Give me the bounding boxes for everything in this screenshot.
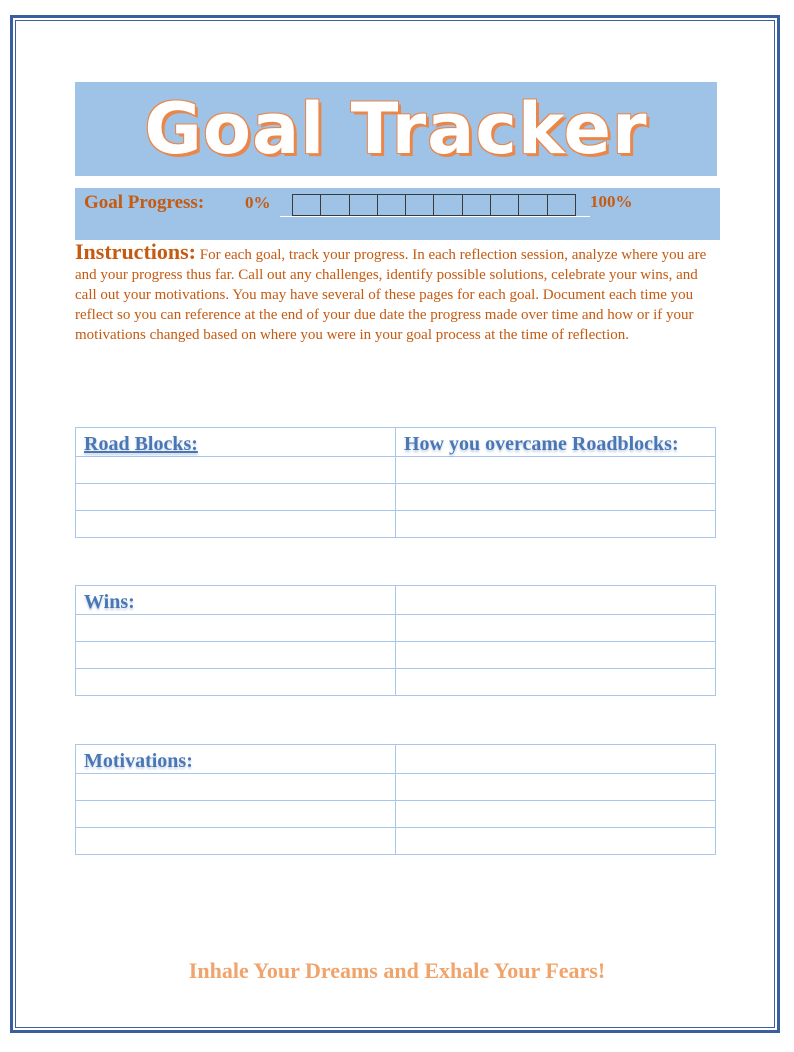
motivations-table	[75, 744, 716, 855]
wins-table	[75, 585, 716, 696]
page-title: Goal Tracker	[144, 88, 648, 170]
progress-underline	[280, 216, 590, 217]
wins-heading: Wins:	[84, 591, 135, 613]
roadblocks-heading: Road Blocks:	[84, 433, 198, 455]
table-cell[interactable]	[76, 484, 396, 511]
progress-end-label: 100%	[590, 192, 633, 211]
table-cell[interactable]	[396, 511, 716, 538]
progress-segment[interactable]	[548, 195, 575, 215]
overcame-header-cell	[396, 428, 716, 457]
table-cell[interactable]	[76, 642, 396, 669]
table-cell[interactable]	[76, 801, 396, 828]
table-cell[interactable]	[396, 615, 716, 642]
progress-segment[interactable]	[321, 195, 349, 215]
table-cell[interactable]	[396, 586, 716, 615]
progress-segment[interactable]	[293, 195, 321, 215]
table-cell[interactable]	[76, 511, 396, 538]
table-cell[interactable]	[76, 457, 396, 484]
roadblocks-header-cell	[76, 428, 396, 457]
table-cell[interactable]	[76, 774, 396, 801]
table-cell[interactable]	[396, 669, 716, 696]
table-cell[interactable]	[396, 801, 716, 828]
table-cell[interactable]	[396, 484, 716, 511]
table-cell[interactable]	[76, 615, 396, 642]
wins-header-cell	[76, 586, 396, 615]
table-cell[interactable]	[396, 774, 716, 801]
progress-segment[interactable]	[519, 195, 547, 215]
progress-segment[interactable]	[491, 195, 519, 215]
progress-start-label: 0%	[245, 193, 271, 212]
progress-label: Goal Progress:	[84, 192, 205, 213]
progress-segment[interactable]	[463, 195, 491, 215]
progress-segment[interactable]	[350, 195, 378, 215]
progress-bar[interactable]	[292, 194, 576, 216]
instructions-heading: Instructions:	[75, 239, 197, 264]
roadblocks-table	[75, 427, 716, 538]
table-cell[interactable]	[396, 642, 716, 669]
table-cell[interactable]	[76, 828, 396, 855]
footer-quote: Inhale Your Dreams and Exhale Your Fears!	[188, 958, 606, 983]
overcame-roadblocks-heading: How you overcame Roadblocks:	[404, 433, 679, 455]
table-cell[interactable]	[396, 828, 716, 855]
motivations-heading: Motivations:	[84, 750, 193, 772]
instructions-block	[75, 239, 723, 345]
title-banner	[75, 82, 717, 176]
table-cell[interactable]	[396, 457, 716, 484]
table-cell[interactable]	[396, 745, 716, 774]
progress-segment[interactable]	[434, 195, 462, 215]
motivations-header-cell	[76, 745, 396, 774]
progress-segment[interactable]	[406, 195, 434, 215]
instructions-body: For each goal, track your progress. In each reflection session, analyze where you are and your progress thus far. Call out any challenges, identify possible solutions, celebrate your wins, and call out your motivations. You may have several of these pages for each goal. Document each time you reflect so you can reference at the end of your due date the progress made over time and how or if your motivations changed based on where you were in your goal process at the time of reflection.	[75, 247, 707, 343]
table-cell[interactable]	[76, 669, 396, 696]
progress-segment[interactable]	[378, 195, 406, 215]
